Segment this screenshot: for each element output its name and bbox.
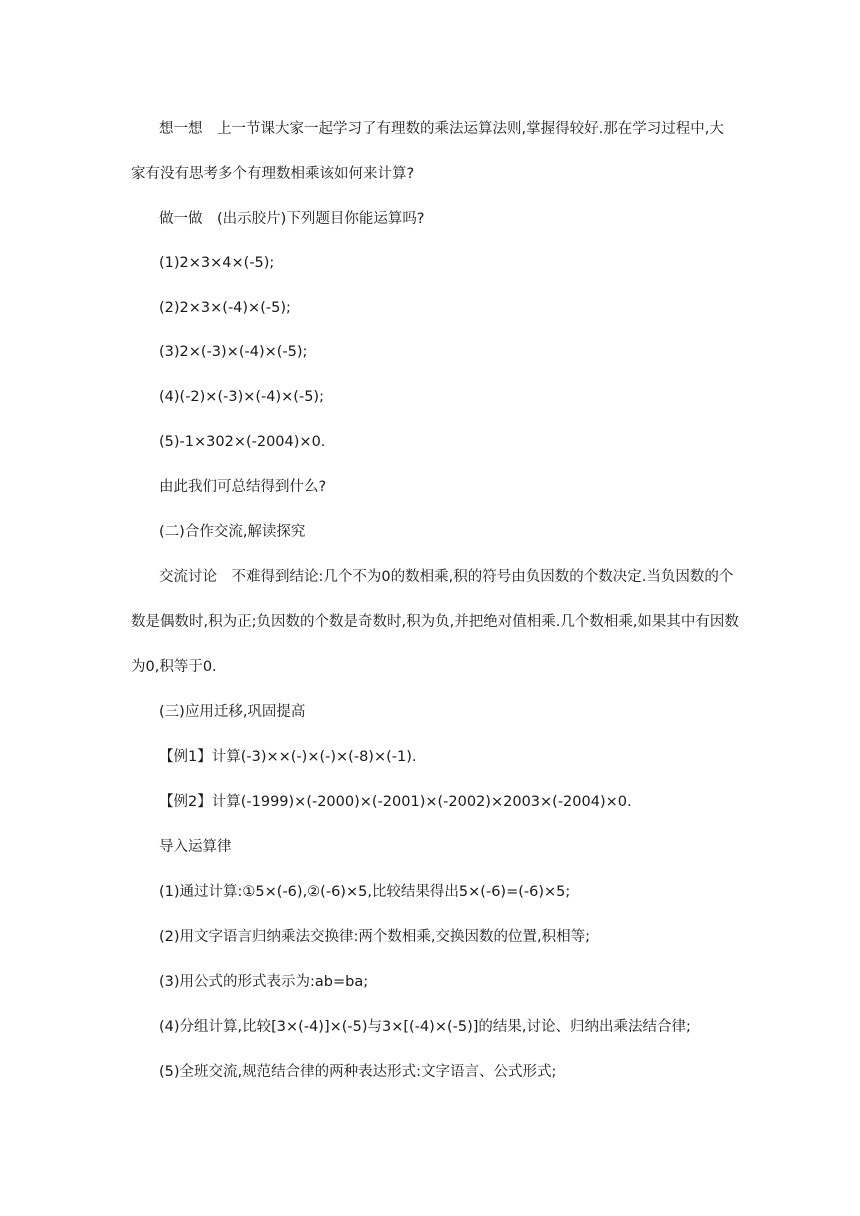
law-step-3: (3)用公式的形式表示为:ab=ba; [159,974,369,990]
paragraph-try: 做一做 (出示胶片)下列题目你能运算吗? [159,211,425,227]
paragraph-discussion: 交流讨论 不难得到结论:几个不为0的数相乘,积的符号由负因数的个数决定.当负因数的个 [159,569,734,585]
paragraph-summary-question: 由此我们可总结得到什么? [159,479,327,495]
section-heading-3: (三)应用迁移,巩固提高 [159,704,306,720]
exercise-4: (4)(-2)×(-3)×(-4)×(-5); [159,389,324,405]
law-step-5: (5)全班交流,规范结合律的两种表达形式:文字语言、公式形式; [159,1064,557,1080]
law-step-4: (4)分组计算,比较[3×(-4)]×(-5)与3×[(-4)×(-5)]的结果,讨论、归纳出乘法结合律; [159,1019,691,1035]
paragraph-think: 想一想 上一节课大家一起学习了有理数的乘法运算法则,掌握得较好.那在学习过程中,大 [159,121,724,137]
paragraph-discussion-cont-1: 数是偶数时,积为正;负因数的个数是奇数时,积为负,并把绝对值相乘.几个数相乘,如果其中有因数 [131,614,739,630]
exercise-1: (1)2×3×4×(-5); [159,255,275,271]
exercise-5: (5)-1×302×(-2004)×0. [159,434,326,450]
law-step-1: (1)通过计算:①5×(-6),②(-6)×5,比较结果得出5×(-6)=(-6)×5; [159,884,571,900]
example-1: 【例1】计算(-3)××(-)×(-)×(-8)×(-1). [159,749,417,765]
law-step-2: (2)用文字语言归纳乘法交换律:两个数相乘,交换因数的位置,积相等; [159,929,591,945]
paragraph-think-cont: 家有没有思考多个有理数相乘该如何来计算? [131,166,415,182]
exercise-2: (2)2×3×(-4)×(-5); [159,300,291,316]
paragraph-intro-laws: 导入运算律 [159,839,232,855]
paragraph-discussion-cont-2: 为0,积等于0. [131,659,217,675]
section-heading-2: (二)合作交流,解读探究 [159,524,306,540]
exercise-3: (3)2×(-3)×(-4)×(-5); [159,344,308,360]
example-2: 【例2】计算(-1999)×(-2000)×(-2001)×(-2002)×2003×(-2004)×0. [159,794,632,810]
